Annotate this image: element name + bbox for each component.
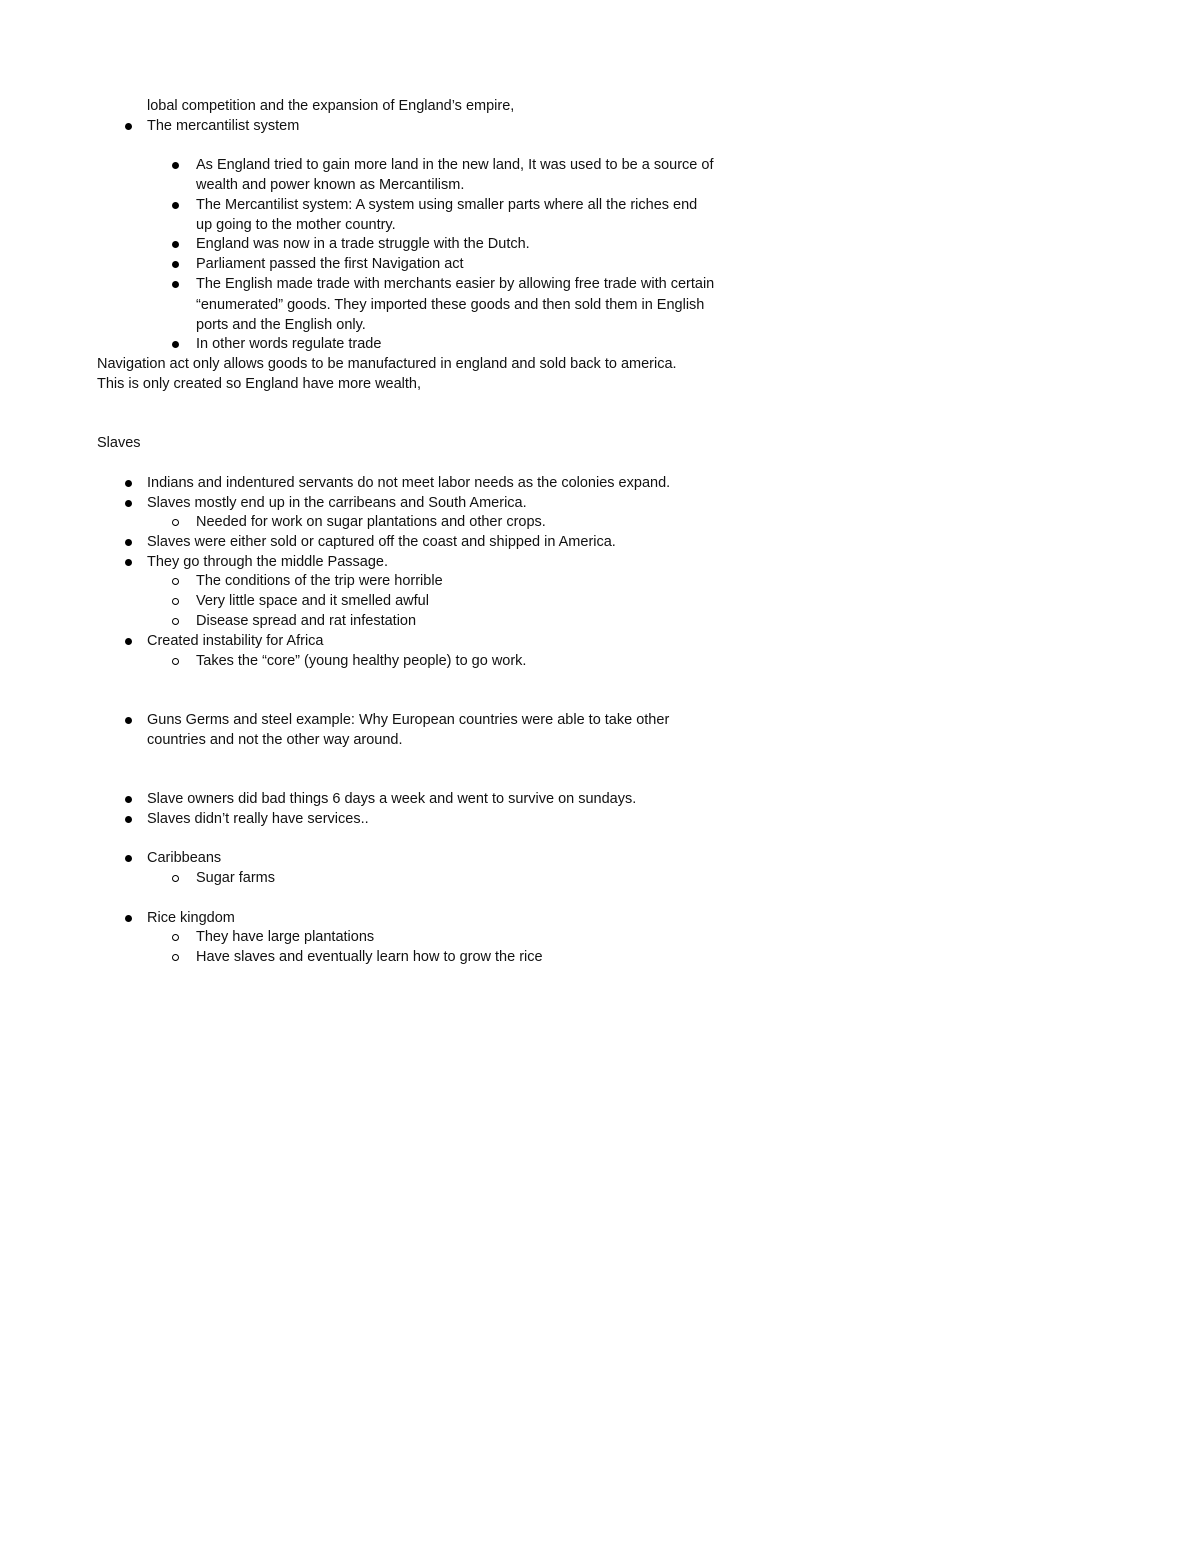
list-item-owners: Slave owners did bad things 6 days a week and went to survive on sundays. <box>147 791 637 807</box>
list-item-carribeans: Slaves mostly end up in the carribeans and South America. <box>147 495 527 511</box>
bullet-icon <box>172 341 179 348</box>
sub-item-mercantilist-system-line-1: The Mercantilist system: A system using smaller parts where all the riches end <box>196 197 698 213</box>
bullet-icon <box>172 281 179 288</box>
hollow-bullet-icon <box>172 618 179 625</box>
sub-item-navigation-act: Parliament passed the first Navigation act <box>196 256 464 272</box>
sub-item-trade-struggle: England was now in a trade struggle with the Dutch. <box>196 236 530 252</box>
list-item-rice-kingdom: Rice kingdom <box>147 910 235 926</box>
sub-item-space: Very little space and it smelled awful <box>196 593 429 609</box>
list-item-mercantilist-system: The mercantilist system <box>147 118 300 134</box>
sub-item-core: Takes the “core” (young healthy people) to go work. <box>196 653 527 669</box>
bullet-icon <box>172 261 179 268</box>
hollow-bullet-icon <box>172 934 179 941</box>
bullet-icon <box>125 480 132 487</box>
bullet-icon <box>125 559 132 566</box>
sub-item-free-trade-line-1: The English made trade with merchants easier by allowing free trade with certain <box>196 276 715 292</box>
bullet-icon <box>125 539 132 546</box>
bullet-icon <box>125 638 132 645</box>
bullet-icon <box>172 241 179 248</box>
list-item-guns-germs-line-2: countries and not the other way around. <box>147 732 403 748</box>
sub-item-conditions: The conditions of the trip were horrible <box>196 573 443 589</box>
list-item-caribbeans: Caribbeans <box>147 850 222 866</box>
hollow-bullet-icon <box>172 954 179 961</box>
sub-item-sugar-work: Needed for work on sugar plantations and other crops. <box>196 514 546 530</box>
hollow-bullet-icon <box>172 875 179 882</box>
bullet-icon <box>125 500 132 507</box>
sub-item-sugar-farms: Sugar farms <box>196 870 275 886</box>
sub-item-free-trade-line-3: ports and the English only. <box>196 317 366 333</box>
hollow-bullet-icon <box>172 598 179 605</box>
list-item-services: Slaves didn’t really have services.. <box>147 811 369 827</box>
sub-item-disease: Disease spread and rat infestation <box>196 613 417 629</box>
bullet-icon <box>125 123 132 130</box>
bullet-icon <box>125 915 132 922</box>
bullet-icon <box>125 796 132 803</box>
bullet-icon <box>172 162 179 169</box>
hollow-bullet-icon <box>172 519 179 526</box>
bullet-icon <box>125 816 132 823</box>
bullet-icon <box>125 855 132 862</box>
list-item-instability: Created instability for Africa <box>147 633 324 649</box>
hollow-bullet-icon <box>172 658 179 665</box>
list-item-middle-passage: They go through the middle Passage. <box>147 554 389 570</box>
sub-item-large-plantations: They have large plantations <box>196 929 375 945</box>
hollow-bullet-icon <box>172 578 179 585</box>
sub-item-source-of-wealth-line-2: wealth and power known as Mercantilism. <box>196 177 465 193</box>
wealth-paragraph: This is only created so England have more wealth, <box>97 376 422 392</box>
list-item-labor-needs: Indians and indentured servants do not meet labor needs as the colonies expand. <box>147 475 671 491</box>
list-item-sold-captured: Slaves were either sold or captured off the coast and shipped in America. <box>147 534 616 550</box>
sub-item-free-trade-line-2: “enumerated” goods. They imported these goods and then sold them in English <box>196 297 705 313</box>
slaves-heading: Slaves <box>97 435 141 451</box>
sub-item-source-of-wealth-line-1: As England tried to gain more land in the new land, It was used to be a source of <box>196 157 714 173</box>
sub-item-regulate-trade: In other words regulate trade <box>196 336 382 352</box>
sub-item-learn-rice: Have slaves and eventually learn how to grow the rice <box>196 949 543 965</box>
navigation-act-paragraph: Navigation act only allows goods to be manufactured in england and sold back to america. <box>97 356 677 372</box>
sub-item-mercantilist-system-line-2: up going to the mother country. <box>196 217 396 233</box>
intro-fragment: lobal competition and the expansion of England’s empire, <box>147 98 515 114</box>
list-item-guns-germs-line-1: Guns Germs and steel example: Why European countries were able to take other <box>147 712 670 728</box>
bullet-icon <box>172 202 179 209</box>
bullet-icon <box>125 717 132 724</box>
